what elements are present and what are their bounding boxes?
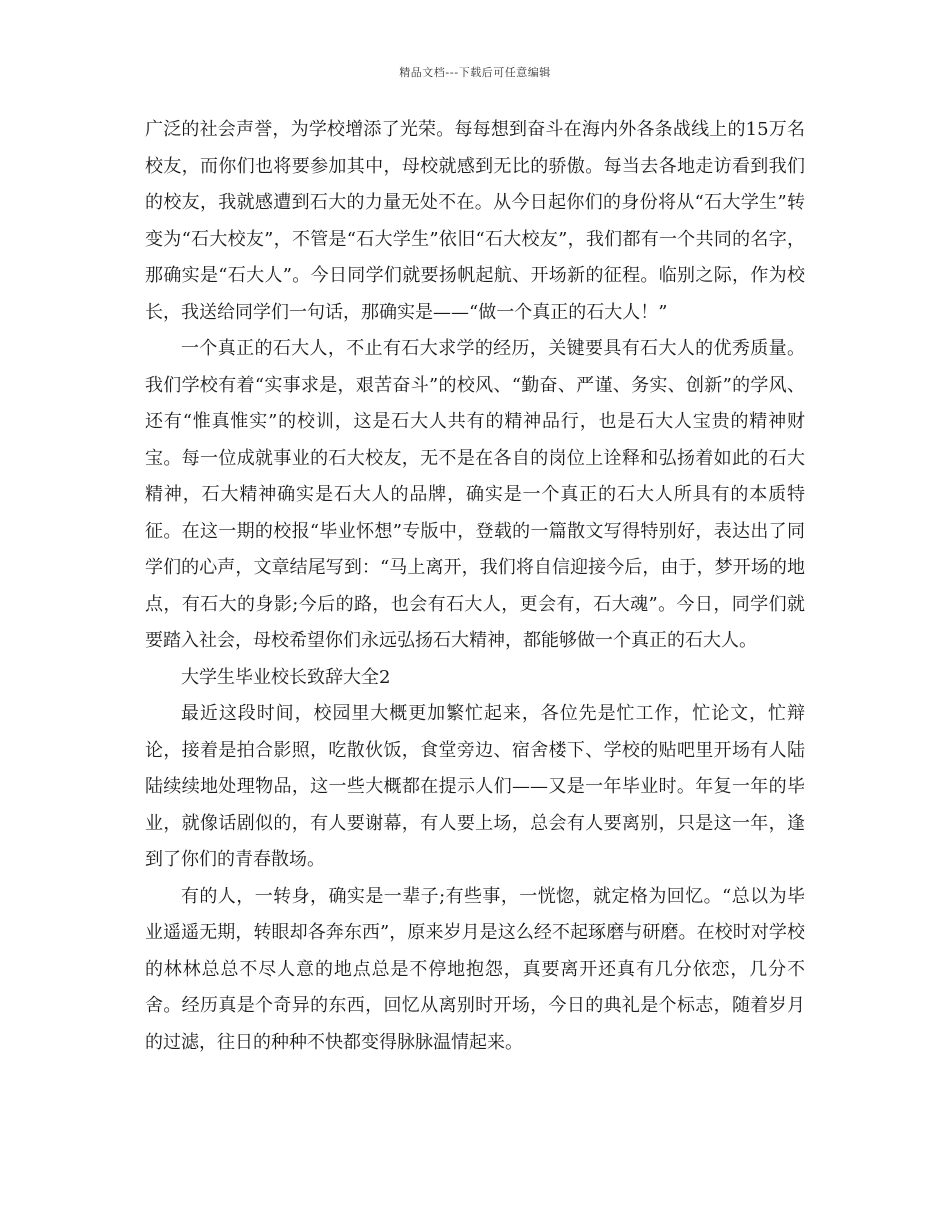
page-header: 精品文档---下载后可任意编辑 (399, 66, 551, 79)
document-body (145, 112, 805, 1061)
paragraph: 最近这段时间，校园里大概更加繁忙起来，各位先是忙工作，忙论文，忙辩论，接着是拍合影照，吃散伙饭，食堂旁边、宿舍楼下、学校的贴吧里开场有人陆陆续续地处理物品，这一些大概都在提示人们——又是一年毕业时。年复一年的毕业，就像话剧似的，有人要谢幕，有人要上场，总会有人要离别，只是这一年，逢到了你们的青春散场。 (145, 703, 805, 870)
paragraph: 一个真正的石大人，不止有石大求学的经历，关键要具有石大人的优秀质量。我们学校有着“实事求是，艰苦奋斗”的校风、“勤奋、严谨、务实、创新”的学风、还有“惟真惟实”的校训，这是石大人共有的精神品行，也是石大人宝贵的精神财宝。每一位成就事业的石大校友，无不是在各自的岗位上诠释和弘扬着如此的石大精神，石大精神确实是石大人的品牌，确实是一个真正的石大人所具有的本质特征。在这一期的校报“毕业怀想”专版中，登载的一篇散文写得特别好，表达出了同学们的心声，文章结尾写到：“马上离开，我们将自信迎接今后，由于，梦开场的地点，有石大的身影;今后的路，也会有石大人，更会有，石大魂”。今日，同学们就要踏入社会，母校希望你们永远弘扬石大精神，都能够做一个真正的石大人。 (145, 338, 805, 651)
paragraph-continued: 广泛的社会声誉，为学校增添了光荣。每每想到奋斗在海内外各条战线上的15万名校友，而你们也将要参加其中，母校就感到无比的骄傲。每当去各地走访看到我们的校友，我就感遭到石大的力量无处不在。从今日起你们的身份将从“石大学生”转变为“石大校友”，不管是“石大学生”依旧“石大校友”，我们都有一个共同的名字，那确实是“石大人”。今日同学们就要扬帆起航、开场新的征程。临别之际，作为校长，我送给同学们一句话，那确实是——“做一个真正的石大人！” (145, 119, 805, 323)
paragraph: 有的人，一转身，确实是一辈子;有些事，一恍惚，就定格为回忆。“总以为毕业遥遥无期，转眼却各奔东西”，原来岁月是这么经不起琢磨与研磨。在校时对学校的林林总总不尽人意的地点总是不停地抱怨，真要离开还真有几分依恋，几分不舍。经历真是个奇异的东西，回忆从离别时开场，今日的典礼是个标志，随着岁月的过滤，往日的种种不快都变得脉脉温情起来。 (145, 885, 805, 1053)
section-heading: 大学生毕业校长致辞大全2 (181, 666, 391, 688)
